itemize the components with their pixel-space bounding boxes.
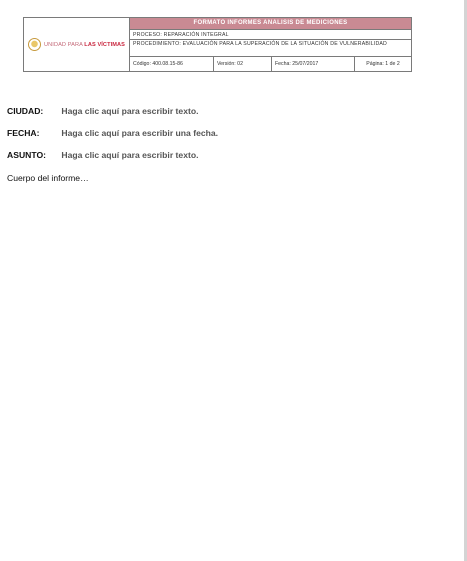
date-field	[7, 128, 218, 139]
city-placeholder[interactable]: Haga clic aquí para escribir texto.	[61, 106, 199, 116]
code-cell: Código: 400.08.15-86	[130, 57, 214, 71]
procedure-row: PROCEDIMIENTO: EVALUACIÓN PARA LA SUPERACIÓN DE LA SITUACIÓN DE VULNERABILIDAD	[130, 40, 411, 57]
date-cell: Fecha: 25/07/2017	[272, 57, 355, 71]
header-info	[130, 18, 411, 71]
logo-cell	[24, 18, 130, 71]
subject-label: ASUNTO:	[7, 150, 46, 160]
coat-of-arms-icon	[28, 38, 41, 51]
document-header-table	[23, 17, 412, 72]
page-number-cell: Página: 1 de 2	[366, 61, 400, 67]
form-title: FORMATO INFORMES ANALISIS DE MEDICIONES	[130, 18, 411, 30]
process-row: PROCESO: REPARACIÓN INTEGRAL	[130, 30, 411, 40]
date-placeholder[interactable]: Haga clic aquí para escribir una fecha.	[61, 128, 219, 138]
header-footer-row	[130, 57, 411, 71]
city-label: CIUDAD:	[7, 106, 44, 116]
subject-field	[7, 150, 198, 161]
city-field	[7, 106, 198, 117]
report-body-text[interactable]: Cuerpo del informe…	[7, 173, 89, 183]
version-cell: Versión: 02	[214, 57, 272, 71]
subject-placeholder[interactable]: Haga clic aquí para escribir texto.	[61, 150, 199, 160]
date-label: FECHA:	[7, 128, 40, 138]
organization-logo: UNIDAD PARA LAS VÍCTIMAS	[44, 41, 125, 48]
